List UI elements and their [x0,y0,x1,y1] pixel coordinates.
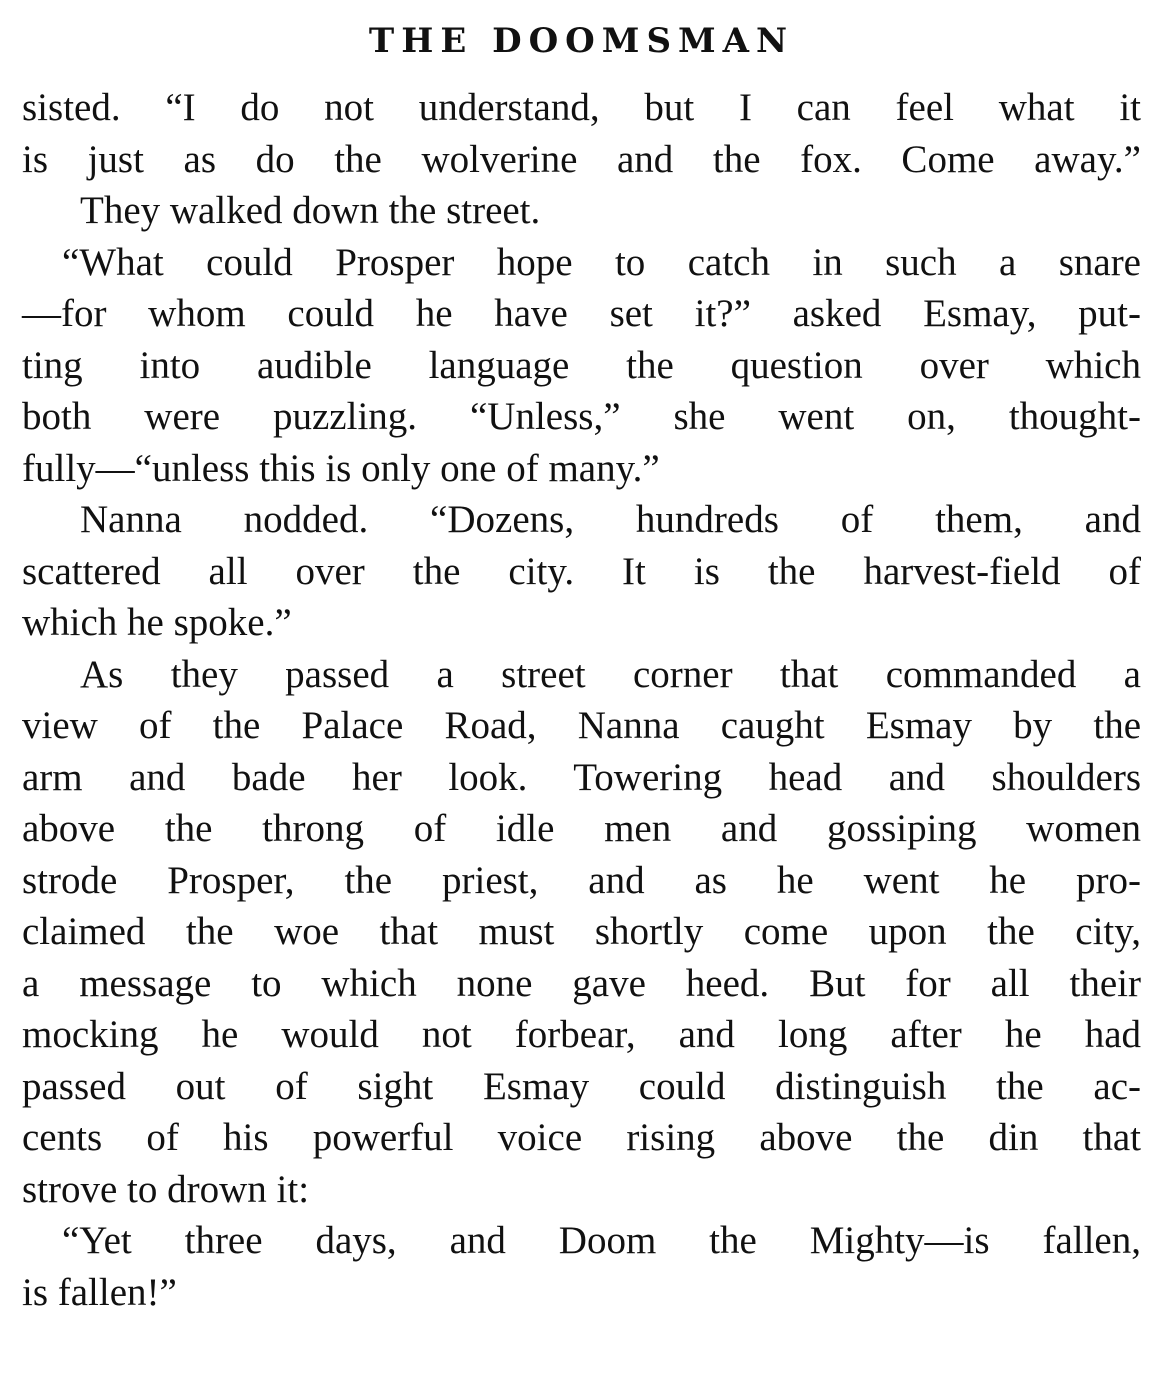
text-line: claimed the woe that must shortly come upon the city, [22,910,1141,953]
text-line: strode Prosper, the priest, and as he went he pro- [22,858,1141,902]
text-line: strove to drown it: [22,1167,310,1211]
text-line: is fallen!” [22,1270,177,1314]
text-line: is just as do the wolverine and the fox. Come away.” [22,137,1141,181]
text-line: mocking he would not forbear, and long after he had [22,1013,1141,1056]
text-line: As they passed a street corner that commanded a [80,652,1141,696]
text-line: above the throng of idle men and gossiping women [22,807,1141,850]
text-line: a message to which none gave heed. But for all their [22,961,1141,1005]
text-line: They walked down the street. [80,189,541,232]
text-line: ting into audible language the question over which [22,343,1141,387]
text-line: arm and bade her look. Towering head and shoulders [22,755,1141,799]
running-head: THE DOOMSMAN [368,21,795,61]
text-line: sisted. “I do not understand, but I can feel what it [22,86,1141,129]
text-line: “Yet three days, and Doom the Mighty—is fallen, [62,1219,1141,1262]
text-line: scattered all over the city. It is the harvest-field of [22,549,1141,593]
text-line: which he spoke.” [22,601,292,644]
text-line: both were puzzling. “Unless,” she went on, thought- [22,395,1141,438]
text-line: “What could Prosper hope to catch in such a snare [62,240,1141,284]
text-line: Nanna nodded. “Dozens, hundreds of them, and [80,498,1141,541]
body-text [22,82,1141,1318]
text-line: passed out of sight Esmay could distinguish the ac- [22,1064,1141,1108]
text-line: fully—“unless this is only one of many.” [22,446,660,490]
text-line: view of the Palace Road, Nanna caught Esmay by the [22,704,1141,747]
text-line: cents of his powerful voice rising above the din that [22,1116,1141,1159]
text-line: —for whom could he have set it?” asked Esmay, put- [22,292,1141,335]
